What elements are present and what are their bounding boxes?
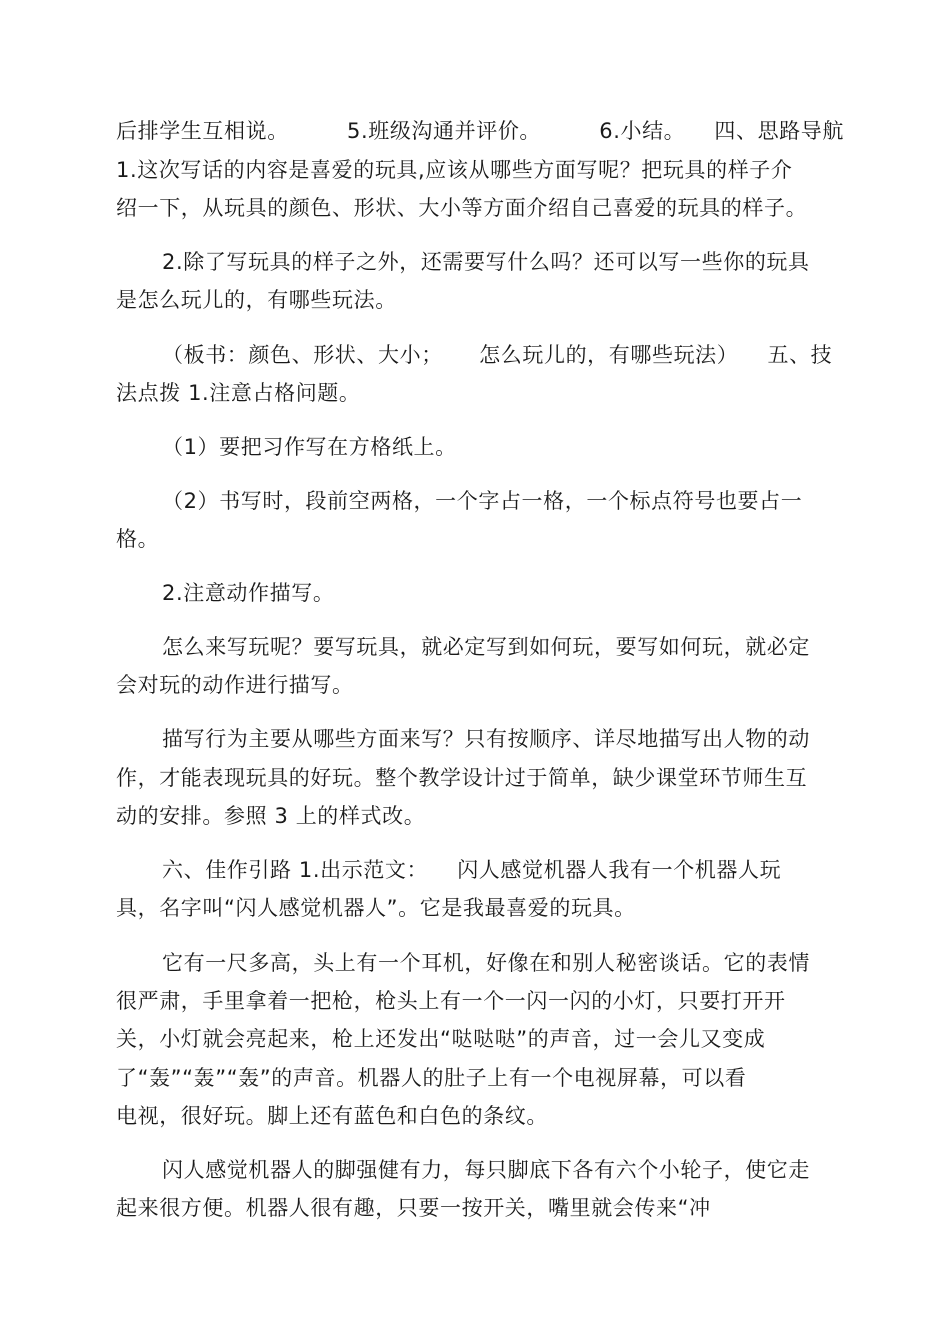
text-line: 具，名字叫“闪人感觉机器人”。它是我最喜爱的玩具。 — [116, 896, 636, 920]
text-line: 格。 — [116, 527, 160, 551]
text-line: 2.除了写玩具的样子之外，还需要写什么吗？还可以写一些你的玩具 — [162, 250, 810, 274]
text-line: 会对玩的动作进行描写。 — [116, 673, 354, 697]
text-line: 怎么来写玩呢？要写玩具，就必定写到如何玩，要写如何玩，就必定 — [162, 635, 810, 659]
text-line: 法点拨 1.注意占格问题。 — [116, 381, 361, 405]
text-line: 电视，很好玩。脚上还有蓝色和白色的条纹。 — [116, 1104, 548, 1128]
text-line: 关，小灯就会亮起来，枪上还发出“哒哒哒”的声音，过一会儿又变成 — [116, 1027, 766, 1051]
text-line: （板书：颜色、形状、大小； 怎么玩儿的，有哪些玩法） 五、技 — [162, 343, 833, 367]
text-line: 描写行为主要从哪些方面来写？只有按顺序、详尽地描写出人物的动 — [162, 727, 810, 751]
text-line: （1）要把习作写在方格纸上。 — [162, 435, 457, 459]
text-line: 是怎么玩儿的，有哪些玩法。 — [116, 288, 397, 312]
text-line: 后排学生互相说。 5.班级沟通并评价。 6.小结。 四、思路导航 — [116, 119, 844, 143]
text-line: 它有一尺多高，头上有一个耳机，好像在和别人秘密谈话。它的表情 — [162, 951, 810, 975]
text-line: 很严肃，手里拿着一把枪，枪头上有一个一闪一闪的小灯，只要打开开 — [116, 989, 786, 1013]
text-line: （2）书写时，段前空两格，一个字占一格，一个标点符号也要占一 — [162, 489, 803, 513]
text-line: 1.这次写话的内容是喜爱的玩具,应该从哪些方面写呢？把玩具的样子介 — [116, 158, 793, 182]
text-line: 绍一下，从玩具的颜色、形状、大小等方面介绍自己喜爱的玩具的样子。 — [116, 196, 808, 220]
text-line: 了“轰”“轰”“轰”的声音。机器人的肚子上有一个电视屏幕，可以看 — [116, 1066, 747, 1090]
text-line: 起来很方便。机器人很有趣，只要一按开关，嘴里就会传来“冲 — [116, 1196, 711, 1220]
text-line: 2.注意动作描写。 — [162, 581, 335, 605]
text-line: 作，才能表现玩具的好玩。整个教学设计过于简单，缺少课堂环节师生互 — [116, 766, 808, 790]
text-line: 闪人感觉机器人的脚强健有力，每只脚底下各有六个小轮子，使它走 — [162, 1158, 810, 1182]
text-line: 动的安排。参照 3 上的样式改。 — [116, 804, 426, 828]
text-line: 六、佳作引路 1.出示范文： 闪人感觉机器人我有一个机器人玩 — [162, 858, 782, 882]
